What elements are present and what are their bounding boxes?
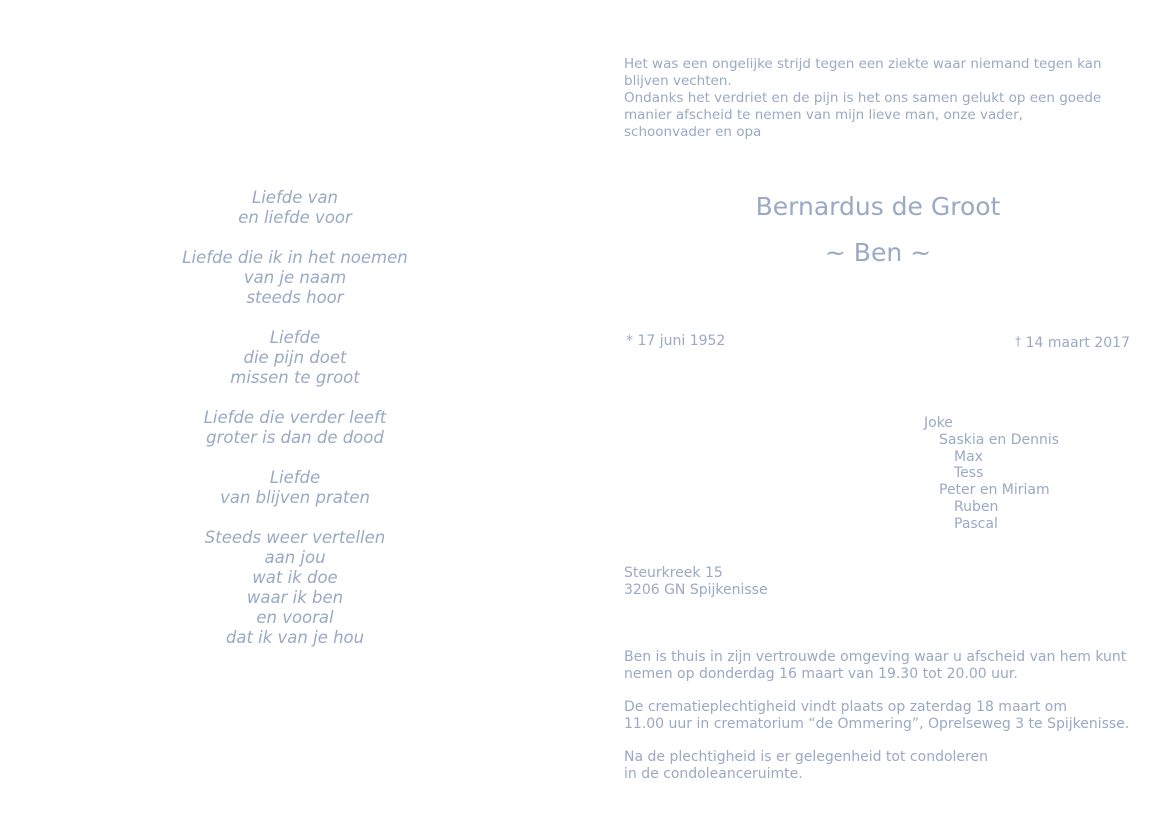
notice-ceremony [624,699,1154,733]
poem-line: Liefde van [252,188,338,207]
notice-line: 11.00 uur in crematorium “de Ommering”, Oprelseweg 3 te Spijkenisse. [624,716,1130,732]
address-city: 3206 GN Spijkenisse [624,582,768,598]
family-member: Max [954,448,983,465]
birth-date: * 17 juni 1952 [626,333,726,349]
intro-line: blijven vechten. [624,73,732,89]
poem-line: dat ik van je hou [225,628,365,647]
poem-line: Steeds weer vertellen [204,528,386,547]
family-member: Peter en Miriam [939,482,1050,499]
intro-text [624,56,1134,141]
deceased-full-name: Bernardus de Groot [755,192,1001,221]
family-member: Joke [924,415,953,431]
poem-line: waar ik ben [246,588,344,607]
poem-line: Liefde [269,328,321,347]
poem-line: Liefde die verder leeft [203,408,387,427]
poem-stanza [150,468,440,508]
cross-icon: † [1015,334,1022,348]
poem-line: en liefde voor [238,208,352,227]
family-member: Pascal [954,515,998,532]
notice-line: De crematieplechtigheid vindt plaats op zaterdag 18 maart om [624,699,1067,715]
intro-line: schoonvader en opa [624,124,762,140]
death-date-block [1015,332,1130,352]
poem-stanza [150,408,440,448]
poem-stanza [150,188,440,228]
notice-line: Na de plechtigheid is er gelegenheid tot condoleren [624,749,988,765]
notice-condolences [624,749,1154,783]
poem-line: van je naam [243,268,347,287]
deceased-nickname: ~ Ben ~ [824,238,932,267]
poem-line: groter is dan de dood [206,428,384,447]
family-member: Tess [954,465,984,482]
poem-line: steeds hoor [246,288,344,307]
address-street: Steurkreek 15 [624,565,723,581]
poem-stanza [150,248,440,308]
notice-visitation [624,649,1154,683]
notice-line: Ben is thuis in zijn vertrouwde omgeving waar u afscheid van hem kunt [624,649,1127,665]
intro-line: Ondanks het verdriet en de pijn is het ons samen gelukt op een goede [624,90,1102,106]
poem-line: missen te groot [230,368,360,387]
family-member: Ruben [954,498,999,515]
poem [150,188,440,648]
family-member: Saskia en Dennis [939,431,1060,448]
poem-line: aan jou [264,548,326,567]
poem-line: Liefde [269,468,321,487]
intro-line: manier afscheid te nemen van mijn lieve man, onze vader, [624,107,1023,123]
notice-line: nemen op donderdag 16 maart van 19.30 tot 20.00 uur. [624,666,1018,682]
poem-line: die pijn doet [243,348,347,367]
poem-line: Liefde die ik in het noemen [182,248,408,267]
death-date: 14 maart 2017 [1025,335,1130,351]
poem-line: wat ik doe [252,568,338,587]
family-list [924,415,1059,533]
poem-line: van blijven praten [220,488,370,507]
poem-line: en vooral [256,608,334,627]
poem-stanza [150,528,440,648]
notices [624,649,1154,783]
poem-stanza [150,328,440,388]
intro-line: Het was een ongelijke strijd tegen een ziekte waar niemand tegen kan [624,56,1102,72]
address [624,565,768,599]
notice-line: in de condoleanceruimte. [624,766,803,782]
